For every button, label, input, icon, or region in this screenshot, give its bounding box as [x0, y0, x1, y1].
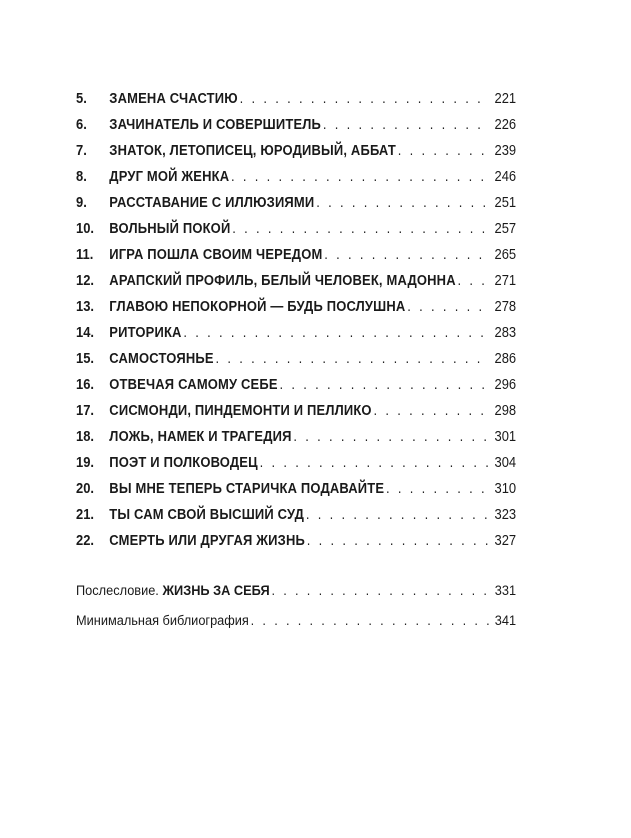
bibliography-entry[interactable]: [76, 606, 516, 636]
toc-entry[interactable]: [76, 372, 516, 398]
toc-entry[interactable]: [76, 450, 516, 476]
toc-entry[interactable]: [76, 294, 516, 320]
dot-leader: [322, 242, 489, 268]
afterword-page: 331: [494, 583, 517, 599]
chapter-number: 20.: [76, 481, 95, 497]
chapter-title: ЗНАТОК, ЛЕТОПИСЕЦ, ЮРОДИВЫЙ, АББАТ: [109, 143, 396, 159]
chapter-page: 251: [494, 195, 517, 211]
dot-leader: [314, 190, 489, 216]
chapter-page: 323: [494, 507, 517, 523]
chapter-title: РАССТАВАНИЕ С ИЛЛЮЗИЯМИ: [109, 195, 315, 211]
toc-entry[interactable]: [76, 528, 516, 554]
chapter-number: 12.: [76, 273, 95, 289]
afterword-entry[interactable]: [76, 576, 516, 606]
dot-leader: [229, 164, 489, 190]
chapter-page: 301: [494, 429, 517, 445]
chapter-number: 19.: [76, 455, 95, 471]
chapter-number: 9.: [76, 195, 87, 211]
dot-leader: [384, 476, 489, 502]
dot-leader: [405, 294, 489, 320]
chapter-number: 7.: [76, 143, 87, 159]
afterword-prefix: Послесловие.: [76, 583, 159, 599]
chapter-page: 283: [494, 325, 517, 341]
chapter-number: 13.: [76, 299, 95, 315]
toc-entry[interactable]: [76, 320, 516, 346]
chapter-title: ВОЛЬНЫЙ ПОКОЙ: [109, 221, 231, 237]
table-of-contents: [76, 86, 516, 554]
dot-leader: [238, 86, 489, 112]
dot-leader: [230, 216, 489, 242]
chapter-number: 21.: [76, 507, 95, 523]
chapter-title: АРАПСКИЙ ПРОФИЛЬ, БЕЛЫЙ ЧЕЛОВЕК, МАДОННА: [109, 273, 456, 289]
chapter-title: СИСМОНДИ, ПИНДЕМОНТИ И ПЕЛЛИКО: [109, 403, 372, 419]
chapter-page: 265: [494, 247, 517, 263]
chapter-number: 16.: [76, 377, 95, 393]
toc-entry[interactable]: [76, 242, 516, 268]
chapter-page: 296: [494, 377, 517, 393]
chapter-title: ПОЭТ И ПОЛКОВОДЕЦ: [109, 455, 258, 471]
chapter-page: 221: [494, 91, 517, 107]
chapter-title: ГЛАВОЮ НЕПОКОРНОЙ — БУДЬ ПОСЛУШНА: [109, 299, 406, 315]
chapter-number: 17.: [76, 403, 95, 419]
dot-leader: [249, 606, 489, 636]
toc-entry[interactable]: [76, 216, 516, 242]
dot-leader: [182, 320, 490, 346]
dot-leader: [372, 398, 489, 424]
bibliography-page: 341: [494, 613, 517, 629]
toc-entry[interactable]: [76, 86, 516, 112]
chapter-title: ЗАМЕНА СЧАСТИЮ: [109, 91, 238, 107]
dot-leader: [270, 576, 489, 606]
dot-leader: [258, 450, 489, 476]
chapter-page: 257: [494, 221, 517, 237]
chapter-page: 246: [494, 169, 517, 185]
chapter-number: 18.: [76, 429, 95, 445]
chapter-title: ИГРА ПОШЛА СВОИМ ЧЕРЕДОМ: [109, 247, 323, 263]
toc-entry[interactable]: [76, 476, 516, 502]
chapter-page: 310: [494, 481, 517, 497]
chapter-number: 22.: [76, 533, 95, 549]
chapter-title: САМОСТОЯНЬЕ: [109, 351, 214, 367]
chapter-page: 327: [494, 533, 517, 549]
chapter-number: 6.: [76, 117, 87, 133]
chapter-title: СМЕРТЬ ИЛИ ДРУГАЯ ЖИЗНЬ: [109, 533, 305, 549]
toc-entry[interactable]: [76, 112, 516, 138]
dot-leader: [304, 502, 489, 528]
toc-entry[interactable]: [76, 190, 516, 216]
chapter-page: 271: [494, 273, 517, 289]
chapter-number: 5.: [76, 91, 87, 107]
toc-entry[interactable]: [76, 424, 516, 450]
chapter-title: ОТВЕЧАЯ САМОМУ СЕБЕ: [109, 377, 278, 393]
chapter-page: 226: [494, 117, 517, 133]
chapter-title: ЗАЧИНАТЕЛЬ И СОВЕРШИТЕЛЬ: [109, 117, 322, 133]
chapter-title: ЛОЖЬ, НАМЕК И ТРАГЕДИЯ: [109, 429, 292, 445]
dot-leader: [396, 138, 489, 164]
toc-entry[interactable]: [76, 164, 516, 190]
toc-entry[interactable]: [76, 138, 516, 164]
toc-entry[interactable]: [76, 346, 516, 372]
dot-leader: [321, 112, 489, 138]
chapter-page: 304: [494, 455, 517, 471]
dot-leader: [278, 372, 489, 398]
chapter-title: ДРУГ МОЙ ЖЕНКА: [109, 169, 230, 185]
dot-leader: [214, 346, 489, 372]
chapter-page: 298: [494, 403, 517, 419]
dot-leader: [305, 528, 489, 554]
dot-leader: [456, 268, 489, 294]
chapter-page: 286: [494, 351, 517, 367]
chapter-number: 15.: [76, 351, 95, 367]
chapter-number: 10.: [76, 221, 95, 237]
toc-entry[interactable]: [76, 398, 516, 424]
chapter-title: ВЫ МНЕ ТЕПЕРЬ СТАРИЧКА ПОДАВАЙТЕ: [109, 481, 385, 497]
toc-entry[interactable]: [76, 268, 516, 294]
bibliography-title: Минимальная библиография: [76, 613, 249, 629]
chapter-number: 8.: [76, 169, 87, 185]
dot-leader: [292, 424, 489, 450]
chapter-page: 239: [494, 143, 517, 159]
chapter-page: 278: [494, 299, 517, 315]
toc-entry[interactable]: [76, 502, 516, 528]
chapter-number: 14.: [76, 325, 95, 341]
chapter-title: РИТОРИКА: [109, 325, 182, 341]
chapter-title: ТЫ САМ СВОЙ ВЫСШИЙ СУД: [109, 507, 305, 523]
back-matter: [76, 576, 565, 636]
afterword-title: ЖИЗНЬ ЗА СЕБЯ: [162, 583, 270, 599]
chapter-number: 11.: [76, 247, 94, 263]
